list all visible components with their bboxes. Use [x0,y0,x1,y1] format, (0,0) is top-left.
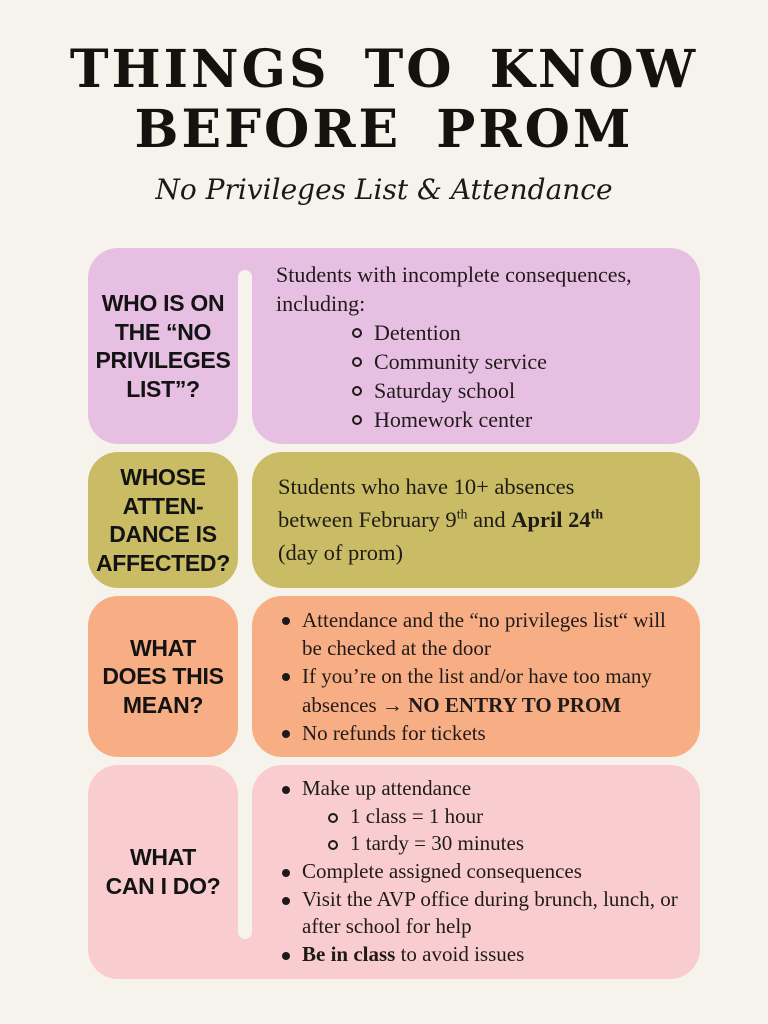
question-line: WHOSE [120,464,206,491]
bullet-item [276,941,688,969]
item-text: between February 9th and April 24th [278,506,604,532]
bullet-item [276,775,688,803]
question-line: DOES THIS [102,663,224,690]
bullet-item [276,376,688,405]
answer-bubble [252,248,700,444]
bullet-item [276,662,688,718]
answer-bubble [252,596,700,757]
item-text: Make up attendance [302,775,472,800]
section-what-can-i-do [88,765,700,979]
bullet-dot-icon [282,869,290,877]
item-text: Detention [374,320,461,346]
text-line [276,260,688,318]
item-text: Students who have 10+ absences [278,474,575,500]
question-line: THE “NO [114,318,212,345]
bullet-item [276,803,688,831]
bullet-dot-icon [282,897,290,905]
item-text: Community service [374,349,547,375]
bullet-item [276,719,688,747]
answer-bubble [252,452,700,588]
bullet-item [276,405,688,434]
item-text: If you’re on the list and/or have too many absences → NO ENTRY TO PROM [302,664,652,717]
item-text: Students with incomplete consequences, including: [276,262,632,317]
bullet-item [276,347,688,376]
question-bubble [88,248,238,444]
bullet-dot-icon [282,673,290,681]
bullet-circle-icon [352,328,362,338]
question-line: WHO IS ON [101,290,225,317]
bullet-circle-icon [352,415,362,425]
question-line: AFFECTED? [95,549,230,576]
bubble-slit-tip [238,270,252,284]
question-line: WHAT [129,634,197,661]
item-text: Attendance and the “no privileges list“ will be checked at the door [302,608,666,661]
question-line: DANCE IS [109,521,217,548]
question-line: MEAN? [122,691,204,718]
item-text: 1 class = 1 hour [350,803,484,828]
question-bubble [88,596,238,757]
item-text: Homework center [374,407,533,433]
title-line-2: BEFORE PROM [134,98,634,160]
bullet-circle-icon [352,357,362,367]
bullet-item [276,318,688,347]
item-text: (day of prom) [278,539,403,565]
question-line: ATTEN- [122,492,204,519]
item-text: Visit the AVP office during brunch, lunch, or after school for help [302,886,678,939]
item-text: Saturday school [374,378,516,404]
section-no-privileges-list [88,248,700,444]
bullet-dot-icon [282,730,290,738]
question-bubble [88,765,238,979]
bullet-circle-icon [328,840,338,850]
section-what-does-this-mean [88,596,700,757]
question-line: CAN I DO? [105,872,221,899]
bullet-item [276,858,688,886]
title-line-1: THINGS TO KNOW [69,39,699,100]
section-whose-attendance-affected [88,452,700,588]
answer-bubble [252,765,700,979]
item-text: No refunds for tickets [302,720,486,745]
bubble-slit-tip [238,925,252,939]
item-text: Complete assigned consequences [302,858,582,883]
page-title [0,40,768,160]
question-line: LIST”? [126,375,200,402]
bullet-item [276,886,688,941]
bullet-item [276,830,688,858]
bullet-dot-icon [282,952,290,960]
text-line [278,471,688,504]
question-bubble [88,452,238,588]
rows [88,248,700,979]
item-text: 1 tardy = 30 minutes [350,831,524,856]
bullet-dot-icon [282,617,290,625]
text-line [278,504,688,537]
question-line: WHAT [129,844,197,871]
bullet-circle-icon [352,386,362,396]
bullet-dot-icon [282,786,290,794]
page-subtitle: No Privileges List & Attendance [155,172,613,206]
question-line: PRIVILEGES [95,347,231,374]
bullet-circle-icon [328,813,338,823]
text-line [278,537,688,570]
bullet-item [276,606,688,662]
item-text: Be in class to avoid issues [302,942,525,967]
